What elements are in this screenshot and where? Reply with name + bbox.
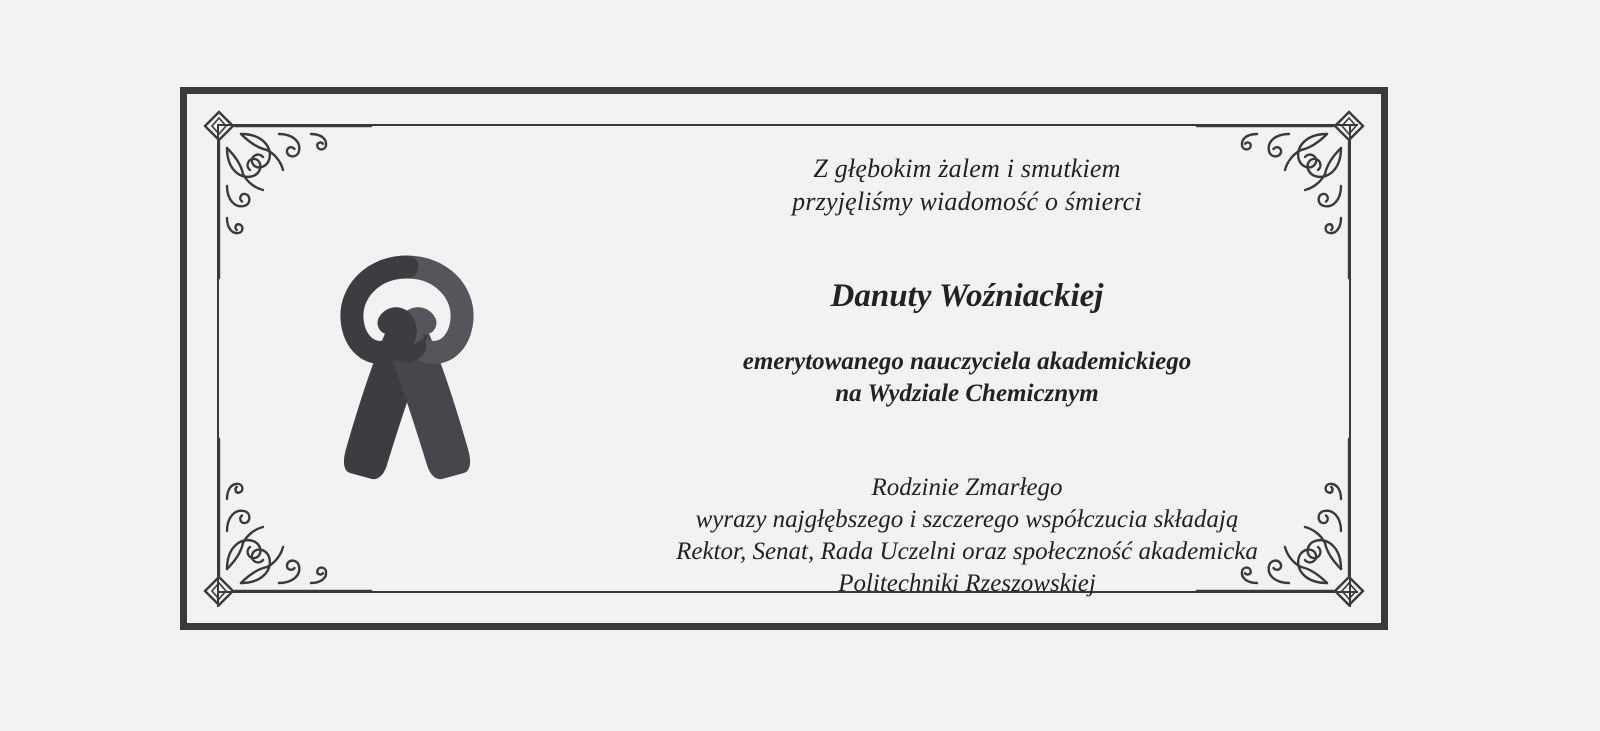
closing-line-3: Rektor, Senat, Rada Uczelni oraz społeczność akademicka (676, 538, 1258, 565)
role-line-1: emerytowanego nauczyciela akademickiego (742, 348, 1192, 375)
mourning-ribbon-icon (292, 239, 522, 489)
role-line-2: na Wydziale Chemicznym (835, 380, 1099, 407)
closing-line-4: Politechniki Rzeszowskiej (838, 570, 1096, 597)
inner-frame-line-left (217, 124, 219, 607)
deceased-name: Danuty Woźniackiej (830, 278, 1104, 314)
inner-frame-line-top (217, 124, 1358, 126)
obituary-text-block (567, 152, 1367, 600)
intro-line-2: przyjęliśmy wiadomość o śmierci (792, 187, 1142, 216)
closing-line-1: Rodzinie Zmarłego (871, 474, 1063, 501)
intro-line-1: Z głębokim żalem i smutkiem (813, 154, 1121, 183)
closing-line-2: wyrazy najgłębszego i szczerego współczucia składają (695, 506, 1239, 533)
obituary-card (180, 87, 1388, 630)
